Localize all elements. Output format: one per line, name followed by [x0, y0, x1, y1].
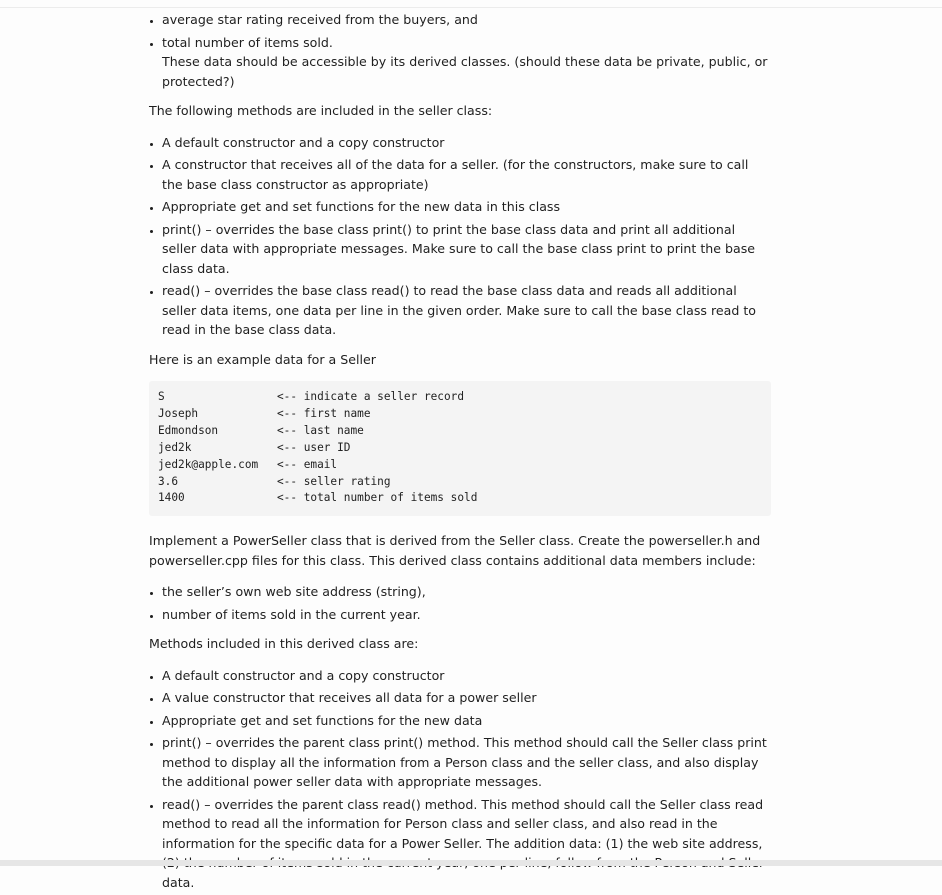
code-value: S: [158, 390, 165, 403]
derived-methods-intro: Methods included in this derived class are:: [149, 636, 419, 652]
seller-data-list: [149, 10, 771, 91]
list-item: • print() – overrides the base class print() to print the base class data and print all additional seller data with appropriate messages. Make sure to call the base class print to print the base class data.: [162, 220, 771, 279]
example-intro: Here is an example data for a Seller: [149, 351, 376, 367]
list-item: • Appropriate get and set functions for the new data: [162, 711, 771, 731]
list-item: • A value constructor that receives all data for a power seller: [162, 688, 771, 708]
list-item: • A default constructor and a copy constructor: [162, 666, 771, 686]
list-item: • read() – overrides the base class read() to read the base class data and reads all additional seller data items, one data per line in the given order. Make sure to call the base class read to read in the base class data.: [162, 281, 771, 340]
code-value: 3.6: [158, 474, 179, 488]
derived-methods-list: [149, 666, 771, 893]
code-comment: <-- indicate a seller record: [277, 390, 465, 403]
code-line: [158, 440, 762, 457]
list-item-text: total number of items sold.: [162, 34, 333, 50]
accessibility-note: These data should be accessible by its derived classes. (should these data be private, public, or protected?): [162, 54, 768, 89]
code-line: [158, 389, 762, 406]
powerseller-intro: Implement a PowerSeller class that is derived from the Seller class. Create the powerseller.h and powerseller.cpp files for this class. This derived class contains additional data members include:: [149, 533, 761, 568]
code-line: [158, 490, 762, 507]
code-comment: <-- user ID: [277, 440, 351, 454]
code-comment: <-- email: [277, 457, 338, 471]
code-comment: <-- total number of items sold: [277, 491, 478, 505]
list-item: • A default constructor and a copy constructor: [162, 133, 771, 153]
code-value: Joseph: [158, 406, 199, 420]
code-line: [158, 423, 762, 440]
list-item: • print() – overrides the parent class print() method. This method should call the Seller class print method to display all the information from a Person class and the seller class, and also display the additional power seller data with appropriate messages.: [162, 733, 771, 792]
code-value: jed2k: [158, 440, 192, 454]
seller-methods-list: [149, 133, 771, 340]
bottom-scroll-edge: [0, 860, 942, 866]
document-body: [149, 10, 771, 895]
list-item: • number of items sold in the current year.: [162, 605, 771, 625]
code-comment: <-- seller rating: [277, 474, 391, 488]
list-item: • average star rating received from the buyers, and: [162, 10, 771, 30]
top-divider: [0, 7, 942, 8]
list-item: • Appropriate get and set functions for the new data in this class: [162, 197, 771, 217]
code-comment: <-- last name: [277, 423, 364, 437]
code-line: [158, 474, 762, 491]
list-item: • read() – overrides the parent class read() method. This method should call the Seller class read method to read all the information for Person class and seller class, and also read in the information for the specific data for a Power Seller. The addition data: (1) the web site address, data.: [162, 795, 771, 893]
example-code-block: [149, 381, 771, 516]
code-value: Edmondson: [158, 423, 219, 437]
list-item: [162, 33, 771, 92]
code-value: 1400: [158, 491, 185, 505]
code-line: [158, 457, 762, 474]
list-item: • A constructor that receives all of the data for a seller. (for the constructors, make sure to call the base class constructor as appropriate): [162, 155, 771, 194]
powerseller-members-list: [149, 582, 771, 624]
list-item: • the seller’s own web site address (string),: [162, 582, 771, 602]
code-value: jed2k@apple.com: [158, 457, 259, 471]
seller-methods-intro: The following methods are included in the seller class:: [149, 103, 493, 118]
code-line: [158, 406, 762, 423]
code-comment: <-- first name: [277, 406, 371, 420]
